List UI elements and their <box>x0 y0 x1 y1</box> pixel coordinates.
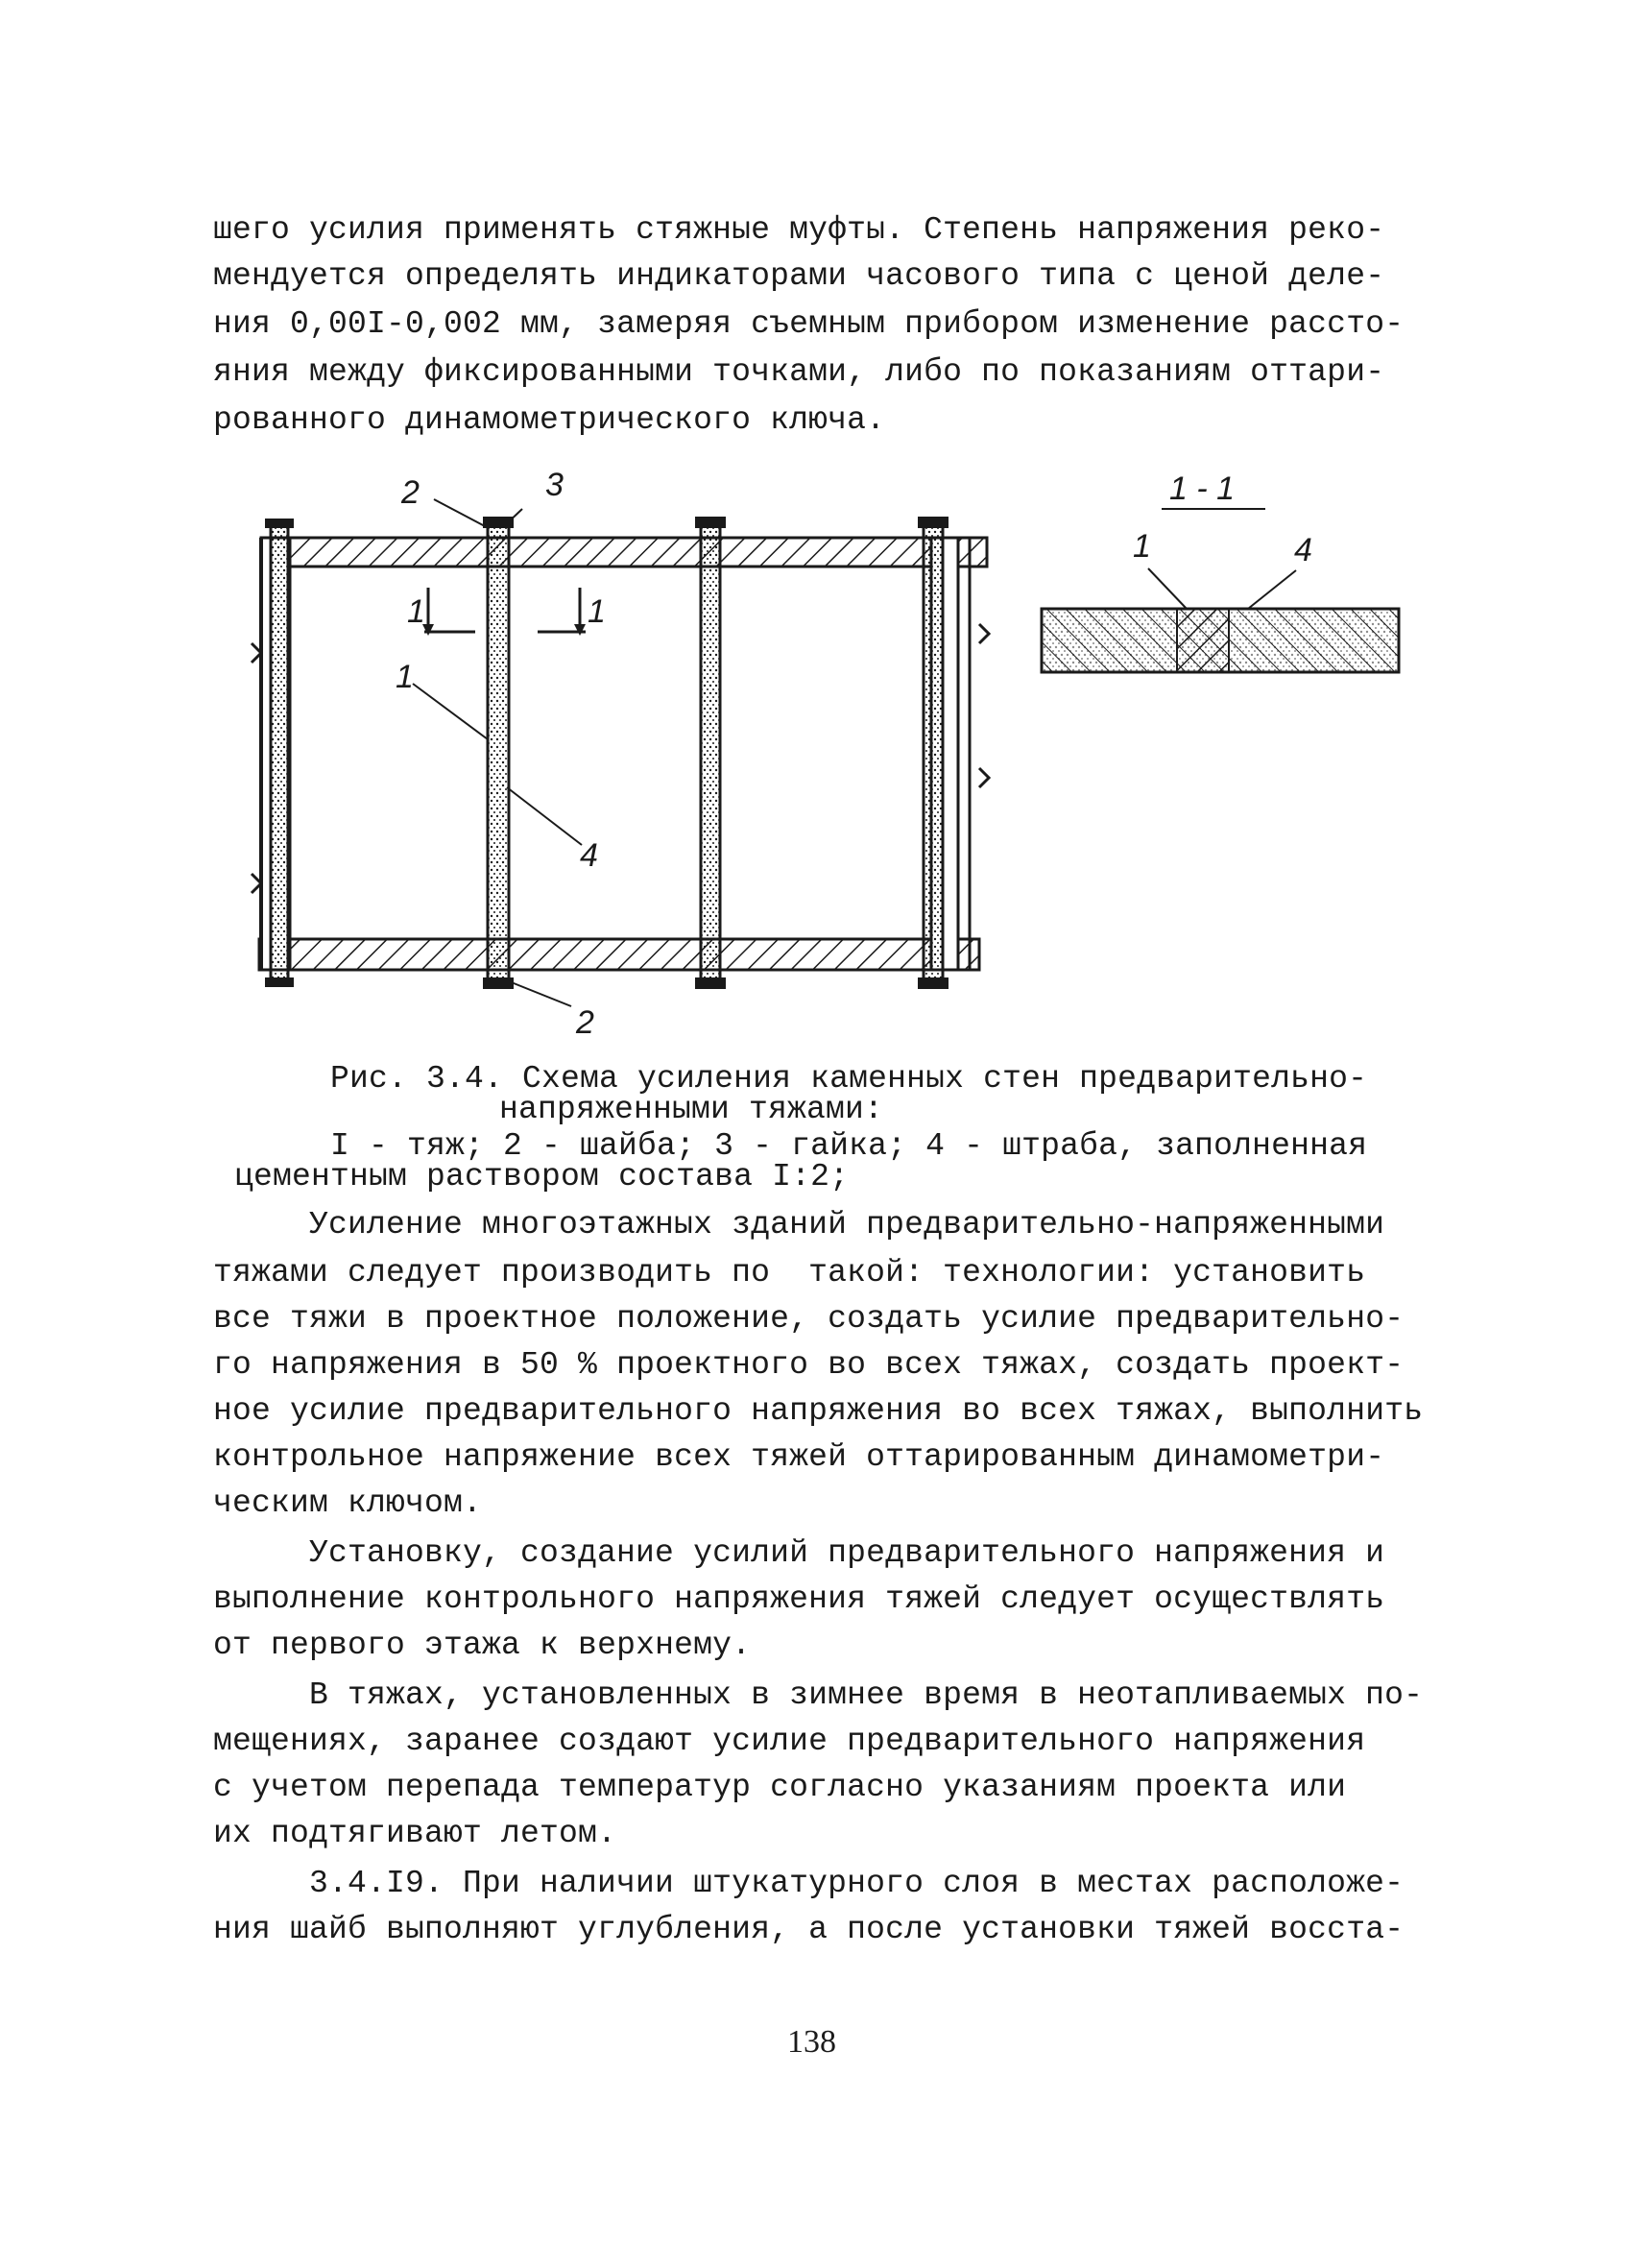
break-mark <box>979 768 989 787</box>
text-line: мендуется определять индикаторами часового типа с ценой деле- <box>213 258 1385 294</box>
section-label-left: 1 <box>407 593 425 630</box>
tie-4 <box>918 517 949 989</box>
text-line: выполнение контрольного напряжения тяжей следует осуществлять <box>213 1581 1385 1617</box>
caption-line: напряженными тяжами: <box>499 1092 884 1127</box>
text-line: ния 0,00I-0,002 мм, замеряя съемным прибором изменение расcто- <box>213 306 1405 342</box>
label-washer-bottom: 2 <box>576 1004 594 1041</box>
text-line: В тяжах, установленных в зимнее время в неотапливаемых по- <box>309 1677 1424 1713</box>
reinforcement-diagram <box>0 0 1633 1056</box>
label-washer-top: 2 <box>401 474 420 511</box>
section-label-groove: 4 <box>1294 532 1312 568</box>
tie-3 <box>695 517 726 989</box>
caption-line: I - тяж; 2 - шайба; 3 - гайка; 4 - штраба, заполненная <box>330 1128 1368 1164</box>
section-title: 1 - 1 <box>1169 470 1236 507</box>
text-line: ния шайб выполняют углубления, а после установки тяжей восста- <box>213 1912 1405 1947</box>
caption-line: цементным раствором состава I:2; <box>234 1159 850 1194</box>
text-line: Установку, создание усилий предварительного напряжения и <box>309 1535 1385 1571</box>
text-line: контрольное напряжение всех тяжей оттарированным динамометри- <box>213 1439 1385 1475</box>
text-line: яния между фиксированными точками, либо по показаниям оттари- <box>213 354 1385 390</box>
text-line: 3.4.I9. При наличии штукатурного слоя в местах расположе- <box>309 1866 1405 1901</box>
text-line: от первого этажа к верхнему. <box>213 1628 752 1663</box>
text-line: все тяжи в проектное положение, создать усилие предварительно- <box>213 1301 1405 1337</box>
top-wall <box>261 538 987 567</box>
text-line: шего усилия применять стяжные муфты. Степень напряжения реко- <box>213 212 1385 248</box>
tie-1 <box>265 519 294 987</box>
text-line: тяжами следует производить по такой: технологии: установить <box>213 1255 1366 1291</box>
text-line: с учетом перепада температур согласно указаниям проекта или <box>213 1770 1347 1805</box>
text-line: рованного динамометрического ключа. <box>213 402 886 438</box>
caption-line: Рис. 3.4. Схема усиления каменных стен предварительно- <box>330 1061 1368 1097</box>
text-line: мещениях, заранее создают усилие предварительного напряжения <box>213 1724 1366 1759</box>
text-line: ческим ключом. <box>213 1485 483 1521</box>
section-mark-right <box>538 588 586 636</box>
text-line: их подтягивают летом. <box>213 1816 617 1851</box>
section-mark-left <box>422 588 475 636</box>
section-label-right: 1 <box>588 593 606 630</box>
text-line: Усиление многоэтажных зданий предварительно-напряженными <box>309 1207 1385 1243</box>
label-tie: 1 <box>396 659 414 695</box>
page-number: 138 <box>787 2024 836 2060</box>
tie-2 <box>483 517 514 989</box>
label-groove: 4 <box>580 837 598 874</box>
break-mark <box>979 624 989 643</box>
section-view <box>1042 609 1399 672</box>
section-label-tie: 1 <box>1133 528 1151 565</box>
text-line: го напряжения в 50 % проектного во всех тяжах, создать проект- <box>213 1347 1405 1383</box>
text-line: ное усилие предварительного напряжения во всех тяжах, выполнить <box>213 1393 1424 1429</box>
label-nut: 3 <box>545 467 564 503</box>
bottom-wall <box>259 939 979 970</box>
